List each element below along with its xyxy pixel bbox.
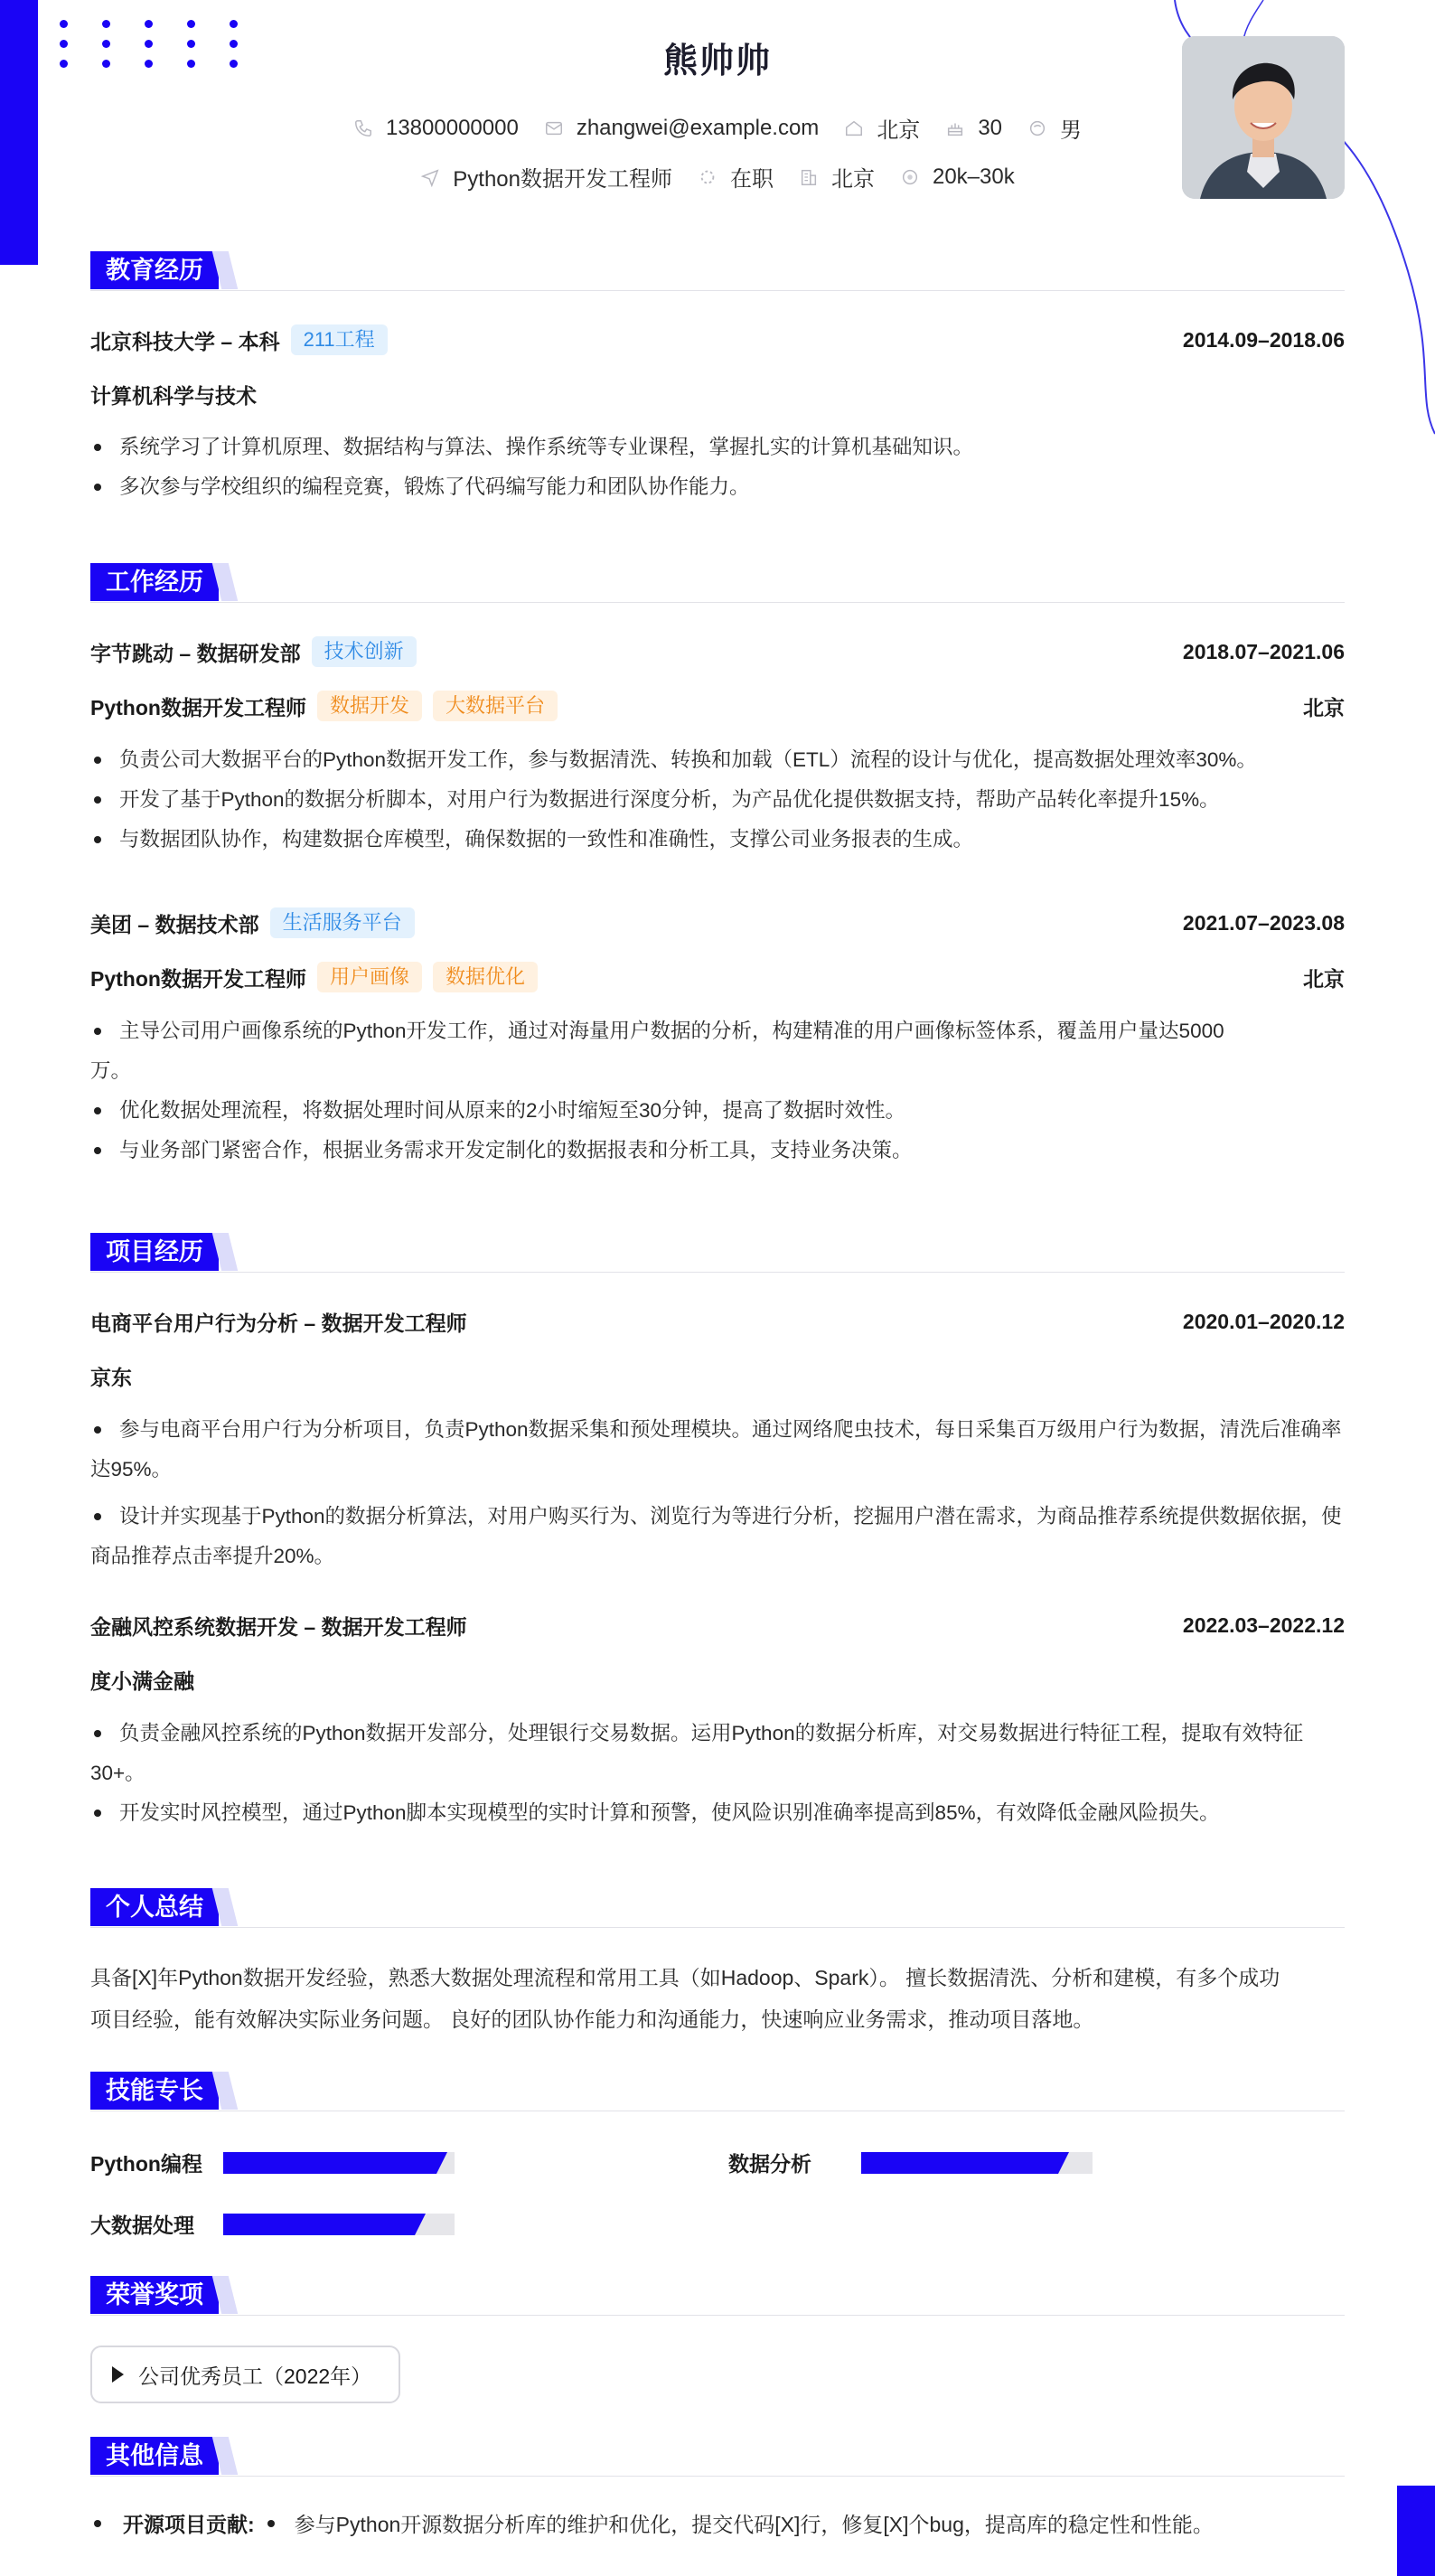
work-company-row	[90, 634, 1345, 670]
phone-item	[353, 116, 519, 141]
cake-icon	[945, 118, 965, 138]
work-bullets	[90, 740, 1345, 860]
age-item	[945, 116, 1002, 141]
company-tag: 生活服务平台	[270, 907, 415, 938]
other-info-value: 参与Python开源数据分析库的维护和优化，提交代码[X]行，修复[X]个bug，提高库的稳定性和性能。	[294, 2513, 1214, 2536]
location-item	[844, 112, 920, 144]
summary-line: 具备[X]年Python数据开发经验，熟悉大数据处理流程和常用工具（如Hadoop、Spark）。 擅长数据清洗、分析和建模，有多个成功	[90, 1966, 1280, 1989]
list-item: 系统学习了计算机原理、数据结构与算法、操作系统等专业课程，掌握扎实的计算机基础知识。	[90, 428, 1345, 467]
skill-bar-track	[223, 2152, 455, 2174]
section-title: 其他信息	[90, 2437, 219, 2475]
list-item: 负责金融风控系统的Python数据开发部分，处理银行交易数据。运用Python的数据分析库，对交易数据进行特征工程，提取有效特征30+。	[90, 1714, 1345, 1793]
candidate-name: 熊帅帅	[662, 42, 772, 80]
list-item: 参与电商平台用户行为分析项目，负责Python数据采集和预处理模块。通过网络爬虫技术，每日采集百万级用户行为数据，清洗后准确率达95%。	[90, 1410, 1345, 1490]
company-tag: 技术创新	[312, 636, 417, 667]
major-row	[90, 376, 1345, 412]
project-org-row	[90, 1661, 1345, 1697]
summary-line: 项目经验，能有效解决实际业务问题。 良好的团队协作能力和沟通能力，快速响应业务需求，推动项目落地。	[90, 2007, 1094, 2031]
work-role-row	[90, 688, 1345, 724]
section-title: 工作经历	[90, 563, 219, 601]
section-project-header	[90, 1233, 1345, 1273]
work-period: 2021.07–2023.08	[1182, 910, 1345, 935]
building-icon	[799, 167, 819, 187]
section-title: 荣誉奖项	[90, 2276, 219, 2314]
work-location: 北京	[1303, 695, 1345, 719]
project-period: 2022.03–2022.12	[1182, 1612, 1345, 1637]
work-company-row	[90, 905, 1345, 941]
city-item	[799, 161, 875, 193]
city-text: 北京	[830, 167, 875, 192]
section-work-header	[90, 563, 1345, 603]
project-org: 京东	[90, 1365, 132, 1389]
mail-icon	[544, 118, 564, 138]
work-period: 2018.07–2021.06	[1182, 639, 1345, 663]
skill-bar-track	[223, 2214, 455, 2235]
list-item-continuation: 万。	[90, 1059, 132, 1082]
email-item	[544, 116, 820, 141]
coin-icon	[900, 167, 920, 187]
triangle-right-icon	[112, 2366, 124, 2383]
skill-name: 数据分析	[728, 2152, 811, 2176]
honor-item	[90, 2346, 400, 2403]
project-bullets	[90, 1410, 1345, 1576]
project-period: 2020.01–2020.12	[1182, 1309, 1345, 1333]
status-text: 在职	[729, 167, 774, 192]
age-text: 30	[978, 115, 1003, 140]
profile-photo	[1182, 36, 1345, 199]
position-text: Python数据开发工程师	[453, 167, 672, 192]
skill-bar-fill	[223, 2214, 415, 2235]
project-org-row	[90, 1358, 1345, 1394]
section-other-header	[90, 2437, 1345, 2477]
list-item: 开发了基于Python的数据分析脚本，对用户行为数据进行深度分析，为产品优化提供数据支持，帮助产品转化率提升15%。	[90, 780, 1345, 820]
company-name: 美团 – 数据技术部	[90, 912, 259, 936]
salary-text: 20k–30k	[932, 164, 1015, 189]
position-item	[420, 161, 672, 193]
role-tag: 用户画像	[317, 962, 422, 992]
skill-name: 大数据处理	[90, 2214, 194, 2237]
list-item: 优化数据处理流程，将数据处理时间从原来的2小时缩短至30分钟，提高了数据时效性。	[90, 1091, 1345, 1131]
education-bullets	[90, 428, 1345, 507]
phone-icon	[353, 118, 373, 138]
project-row	[90, 1303, 1345, 1340]
project-title: 金融风控系统数据开发 – 数据开发工程师	[90, 1614, 467, 1639]
send-icon	[420, 167, 440, 187]
project-title: 电商平台用户行为分析 – 数据开发工程师	[90, 1311, 467, 1335]
list-item: 负责公司大数据平台的Python数据开发工作，参与数据清洗、转换和加载（ETL）流程的设计与优化，提高数据处理效率30%。	[90, 740, 1345, 780]
salary-item	[900, 165, 1015, 190]
home-icon	[844, 118, 864, 138]
work-location: 北京	[1303, 966, 1345, 991]
role-tag: 数据优化	[433, 962, 538, 992]
skill-item	[90, 2148, 455, 2177]
list-item: 与业务部门紧密合作，根据业务需求开发定制化的数据报表和分析工具，支持业务决策。	[90, 1131, 1345, 1170]
phone-text: 13800000000	[385, 115, 519, 140]
gender-item	[1027, 112, 1082, 144]
project-row	[90, 1607, 1345, 1643]
project-bullets	[90, 1714, 1345, 1833]
project-org: 度小满金融	[90, 1669, 194, 1693]
list-item: 多次参与学校组织的编程竞赛，锻炼了代码编写能力和团队协作能力。	[90, 467, 1345, 507]
school-name: 北京科技大学 – 本科	[90, 329, 280, 353]
section-title: 教育经历	[90, 251, 219, 289]
skill-bar-fill	[223, 2152, 436, 2174]
work-bullets	[90, 1011, 1345, 1170]
section-title: 项目经历	[90, 1233, 219, 1271]
gender-icon	[1027, 118, 1047, 138]
status-item	[698, 161, 774, 193]
section-title: 个人总结	[90, 1888, 219, 1926]
location-text: 北京	[877, 118, 921, 143]
section-summary-header	[90, 1888, 1345, 1928]
major-name: 计算机科学与技术	[90, 383, 257, 408]
skill-item	[728, 2148, 1093, 2177]
skill-item	[90, 2209, 455, 2239]
list-item: 主导公司用户画像系统的Python开发工作，通过对海量用户数据的分析，构建精准的用户画像标签体系，覆盖用户量达5000	[90, 1011, 1345, 1051]
list-item: 开发实时风控模型，通过Python脚本实现模型的实时计算和预警，使风险识别准确率提高到85%，有效降低金融风险损失。	[90, 1793, 1345, 1833]
work-role-row	[90, 959, 1345, 995]
role-tag: 数据开发	[317, 691, 422, 721]
section-title: 技能专长	[90, 2072, 219, 2110]
loader-icon	[698, 167, 718, 187]
right-accent-bar	[1397, 2486, 1435, 2576]
other-info-item	[90, 2508, 1345, 2538]
list-item: 设计并实现基于Python的数据分析算法，对用户购买行为、浏览行为等进行分析，挖掘用户潜在需求，为商品推荐系统提供数据依据，使商品推荐点击率提升20%。	[90, 1497, 1345, 1576]
gender-text: 男	[1060, 118, 1083, 143]
section-honors-header	[90, 2276, 1345, 2316]
list-item: 与数据团队协作，构建数据仓库模型，确保数据的一致性和准确性，支撑公司业务报表的生成。	[90, 820, 1345, 860]
section-skills-header	[90, 2072, 1345, 2111]
education-period: 2014.09–2018.06	[1182, 327, 1345, 352]
skill-name: Python编程	[90, 2152, 202, 2176]
skill-bar-fill	[861, 2152, 1058, 2174]
summary-text	[90, 1957, 1345, 2040]
other-info-key: 开源项目贡献:	[123, 2513, 255, 2536]
school-tag: 211工程	[291, 324, 388, 355]
skill-bar-track	[861, 2152, 1093, 2174]
company-name: 字节跳动 – 数据研发部	[90, 641, 301, 665]
honor-text: 公司优秀员工（2022年）	[138, 2364, 372, 2388]
role-name: Python数据开发工程师	[90, 966, 306, 991]
section-education-header	[90, 251, 1345, 291]
education-row	[90, 322, 1345, 358]
role-tag: 大数据平台	[433, 691, 558, 721]
email-text: zhangwei@example.com	[576, 115, 820, 140]
role-name: Python数据开发工程师	[90, 695, 306, 719]
